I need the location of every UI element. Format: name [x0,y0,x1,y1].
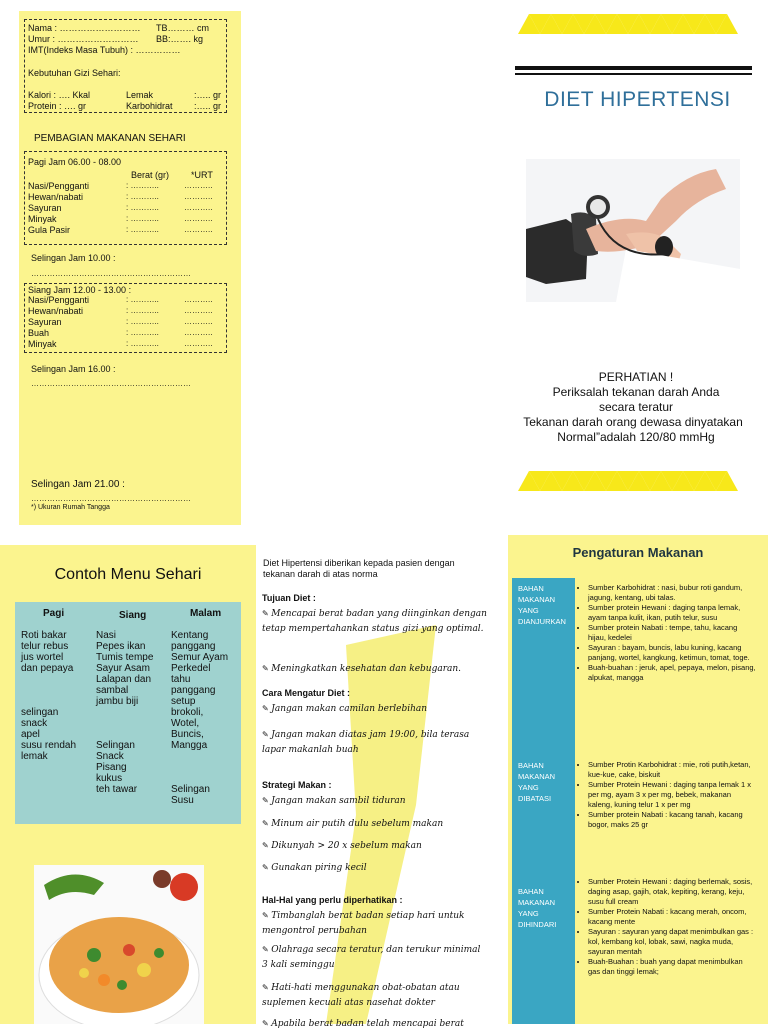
siang-item-label: Nasi/Pengganti [28,295,90,305]
siang-item-label: Sayuran [28,317,62,327]
siang-item-label: Minyak [28,339,57,349]
pencil-icon: ✎ [262,863,272,872]
bb-field: BB:……. kg [156,34,204,44]
cat-dihindari: BAHAN MAKANAN YANG DIHINDARI [518,887,557,929]
middle-list-item [262,908,487,939]
pagi-item-label: Sayuran [28,203,62,213]
selingan-21-line: …………………………………………………… [31,494,191,503]
pencil-icon: ✎ [262,730,272,739]
menu-panel [0,545,256,1024]
umur-field: Umur : ……………………… [28,34,139,44]
food-list-item: • Sumber Protein Hewani : daging tanpa lemak 1 x per mg, ayam 3 x per mg, bebek, makanan kaleng, kuning telur 1 x per mg [588,780,756,810]
food-list-item: • Sumber protein Nabati : tempe, tahu, kacang hijau, kedelei [588,623,756,643]
middle-list-text: Timbanglah berat badan setiap hari untuk mengontrol perubahan [262,911,465,936]
footnote: *) Ukuran Rumah Tangga [31,504,110,511]
berat-header: Berat (gr) [131,170,170,180]
selingan-10-label: Selingan Jam 10.00 : [31,253,116,263]
notice-line-1: Periksalah tekanan darah Anda [552,385,720,399]
blood-pressure-photo [526,159,740,302]
cat-dibatasi: BAHAN MAKANAN YANG DIBATASI [518,761,556,803]
pembagian-heading: PEMBAGIAN MAKANAN SEHARI [34,133,186,144]
middle-list-item [262,942,487,973]
middle-list-item [262,727,487,758]
middle-list-text: Jangan makan camilan berlebihan [271,704,428,714]
tujuan-title: Tujuan Diet : [262,593,316,603]
imt-field: IMT(Indeks Masa Tubuh) : …………… [28,45,181,55]
middle-list-text: Apabila berat badan telah mencapai berat [271,1019,464,1029]
middle-list-text: Olahraga secara teratur, dan terukur minimal 3 kali seminggu [262,945,481,970]
selingan-16-label: Selingan Jam 16.00 : [31,364,116,374]
pagi-item-urt: ……….. [184,192,213,201]
siang-item-urt: ……….. [184,295,213,304]
pagi-item-label: Gula Pasir [28,225,71,235]
siang-item-label: Hewan/nabati [28,306,84,316]
urt-header: *URT [191,170,213,180]
title-rule-thin [515,73,752,75]
kebutuhan-label: Kebutuhan Gizi Sehari: [28,68,121,78]
notice-line-2: secara teratur [598,400,674,414]
siang-title: Siang Jam 12.00 - 13.00 : [28,285,132,295]
strategi-title: Strategi Makan : [262,780,332,790]
menu-malam-column: Kentang panggang Semur Ayam Perkedel tahu panggang setup brokoli, Wotel, Buncis, Mangga Selingan Susu [171,630,229,806]
pagi-item-urt: ……….. [184,181,213,190]
siang-item-urt: ……….. [184,317,213,326]
pagi-item-berat: : ……….. [126,203,159,212]
middle-list-text: Dikunyah > 20 x sebelum makan [271,841,422,851]
soup-photo [34,865,204,1024]
pagi-item-berat: : ……….. [126,214,159,223]
siang-item-urt: ……….. [184,328,213,337]
diet-form-panel [19,11,241,525]
pagi-item-urt: ……….. [184,203,213,212]
selingan-21-label: Selingan Jam 21.00 : [31,479,125,490]
kalori-field: Kalori : …. Kkal [28,90,91,100]
list-dihindari [578,877,756,977]
middle-list-text: Jangan makan sambil tiduran [271,796,406,806]
lemak-label: Lemak [126,90,154,100]
siang-item-berat: : ……….. [126,317,159,326]
pagi-item-berat: : ……….. [126,225,159,234]
list-dibatasi [578,760,756,830]
middle-list-item [262,701,487,717]
nama-field: Nama : ……………………… [28,23,141,33]
cara-title: Cara Mengatur Diet : [262,688,351,698]
perhatian-heading: PERHATIAN ! [598,370,674,384]
notice-line-3: Tekanan darah orang dewasa dinyatakan [523,415,743,429]
menu-title: Contoh Menu Sehari [54,566,202,583]
cover-notice [519,370,753,445]
siang-item-urt: ……….. [184,339,213,348]
food-list-item: • Sumber Protein Hewani : daging berlemak, sosis, daging asap, gajih, otak, kepiting, kerang, keju, susu full cream [588,877,756,907]
middle-list-item [262,816,487,832]
middle-list-text: Minum air putih dulu sebelum makan [271,819,444,829]
karbo-label: Karbohidrat [126,101,173,111]
title-rule-thick [515,66,752,70]
pencil-icon: ✎ [262,704,272,713]
pencil-icon: ✎ [262,1019,272,1028]
karbo-value: :….. gr [194,101,222,111]
pagi-item-label: Hewan/nabati [28,192,84,202]
middle-list-item [262,1016,487,1032]
protein-field: Protein : …. gr [28,101,87,111]
menu-header-siang: Siang [119,610,147,621]
food-list-item: • Sumber protein Hewani : daging tanpa lemak, ayam tanpa kulit, ikan, putih telur, susu [588,603,756,623]
top-triangle-border [518,14,738,34]
cat-dianjurkan: BAHAN MAKANAN YANG DIANJURKAN [518,584,566,626]
food-list-item: • Sumber Protin Karbohidrat : mie, roti putih,ketan, kue-kue, cake, biskuit [588,760,756,780]
pagi-title: Pagi Jam 06.00 - 08.00 [28,157,122,167]
siang-item-berat: : ……….. [126,339,159,348]
pencil-icon: ✎ [262,983,272,992]
pencil-icon: ✎ [262,609,272,618]
pencil-icon: ✎ [262,945,272,954]
pagi-item-berat: : ……….. [126,181,159,190]
pengaturan-title: Pengaturan Makanan [572,545,704,560]
bottom-triangle-border [518,471,738,491]
pencil-icon: ✎ [262,819,272,828]
siang-item-berat: : ……….. [126,306,159,315]
pencil-icon: ✎ [262,664,272,673]
lemak-value: :….. gr [194,90,222,100]
middle-list-item [262,661,487,677]
food-list-item: • Sumber protein Nabati : kacang tanah, kacang bogor, maks 25 gr [588,810,756,830]
food-list-item: • Sayuran : sayuran yang dapat menimbulkan gas : kol, kembang kol, lobak, sawi, nagka muda, sayuran mentah [588,927,756,957]
siang-item-label: Buah [28,328,50,338]
tb-field: TB……… cm [156,23,209,33]
notice-line-4: Normal”adalah 120/80 mmHg [557,430,715,444]
pencil-icon: ✎ [262,841,272,850]
pagi-item-urt: ……….. [184,225,213,234]
middle-list-text: Hati-hati menggunakan obat-obatan atau suplemen kecuali atas nasehat dokter [262,983,460,1008]
middle-list-text: Meningkatkan kesehatan dan kebugaran. [271,664,462,674]
brochure-title: DIET HIPERTENSI [544,88,731,111]
siang-item-berat: : ……….. [126,295,159,304]
pencil-icon: ✎ [262,796,272,805]
food-list-item: • Sayuran : bayam, buncis, labu kuning, kacang panjang, wortel, kangkung, ketimun, tomat, toge. [588,643,756,663]
pagi-item-label: Nasi/Pengganti [28,181,90,191]
pagi-item-urt: ……….. [184,214,213,223]
middle-list-item [262,793,487,809]
siang-item-urt: ……….. [184,306,213,315]
middle-list-text: Mencapai berat badan yang diinginkan dengan tetap mempertahankan status gizi yang optimal. [262,609,487,634]
menu-siang-column: Nasi Pepes ikan Tumis tempe Sayur Asam Lalapan dan sambal jambu biji Selingan Snack Pisang kukus teh tawar [96,630,154,795]
selingan-16-line: …………………………………………………… [31,379,191,388]
pencil-icon: ✎ [262,911,272,920]
menu-pagi-column: Roti bakar telur rebus jus wortel dan pepaya selingan snack apel susu rendah lemak [21,630,77,762]
middle-list-item [262,980,487,1011]
food-list-item: • Buah-buahan : jeruk, apel, pepaya, melon, pisang, alpukat, mangga [588,663,756,683]
middle-list-item [262,606,487,637]
food-list-item: • Sumber Protein Nabati : kacang merah, oncom, kacang mente [588,907,756,927]
siang-item-berat: : ……….. [126,328,159,337]
middle-list-item [262,860,487,876]
menu-header-pagi: Pagi [43,608,65,619]
food-list-item: • Sumber Karbohidrat : nasi, bubur roti gandum, jagung, kentang, ubi talas. [588,583,756,603]
pagi-item-berat: : ……….. [126,192,159,201]
middle-list-text: Jangan makan diatas jam 19:00, bila terasa lapar makanlah buah [262,730,470,755]
middle-list-text: Gunakan piring kecil [271,863,367,873]
menu-header-malam: Malam [190,608,222,619]
intro-text: Diet Hipertensi diberikan kepada pasien dengan tekanan darah di atas norma [263,558,455,579]
middle-list-item [262,838,487,854]
hal-title: Hal-Hal yang perlu diperhatikan : [262,895,403,905]
food-list-item: • Buah-Buahan : buah yang dapat menimbulkan gas dan tinggi lemak; [588,957,756,977]
list-dianjurkan [578,583,756,683]
pagi-item-label: Minyak [28,214,57,224]
selingan-10-line: …………………………………………………… [31,269,191,278]
menu-table [15,602,241,824]
